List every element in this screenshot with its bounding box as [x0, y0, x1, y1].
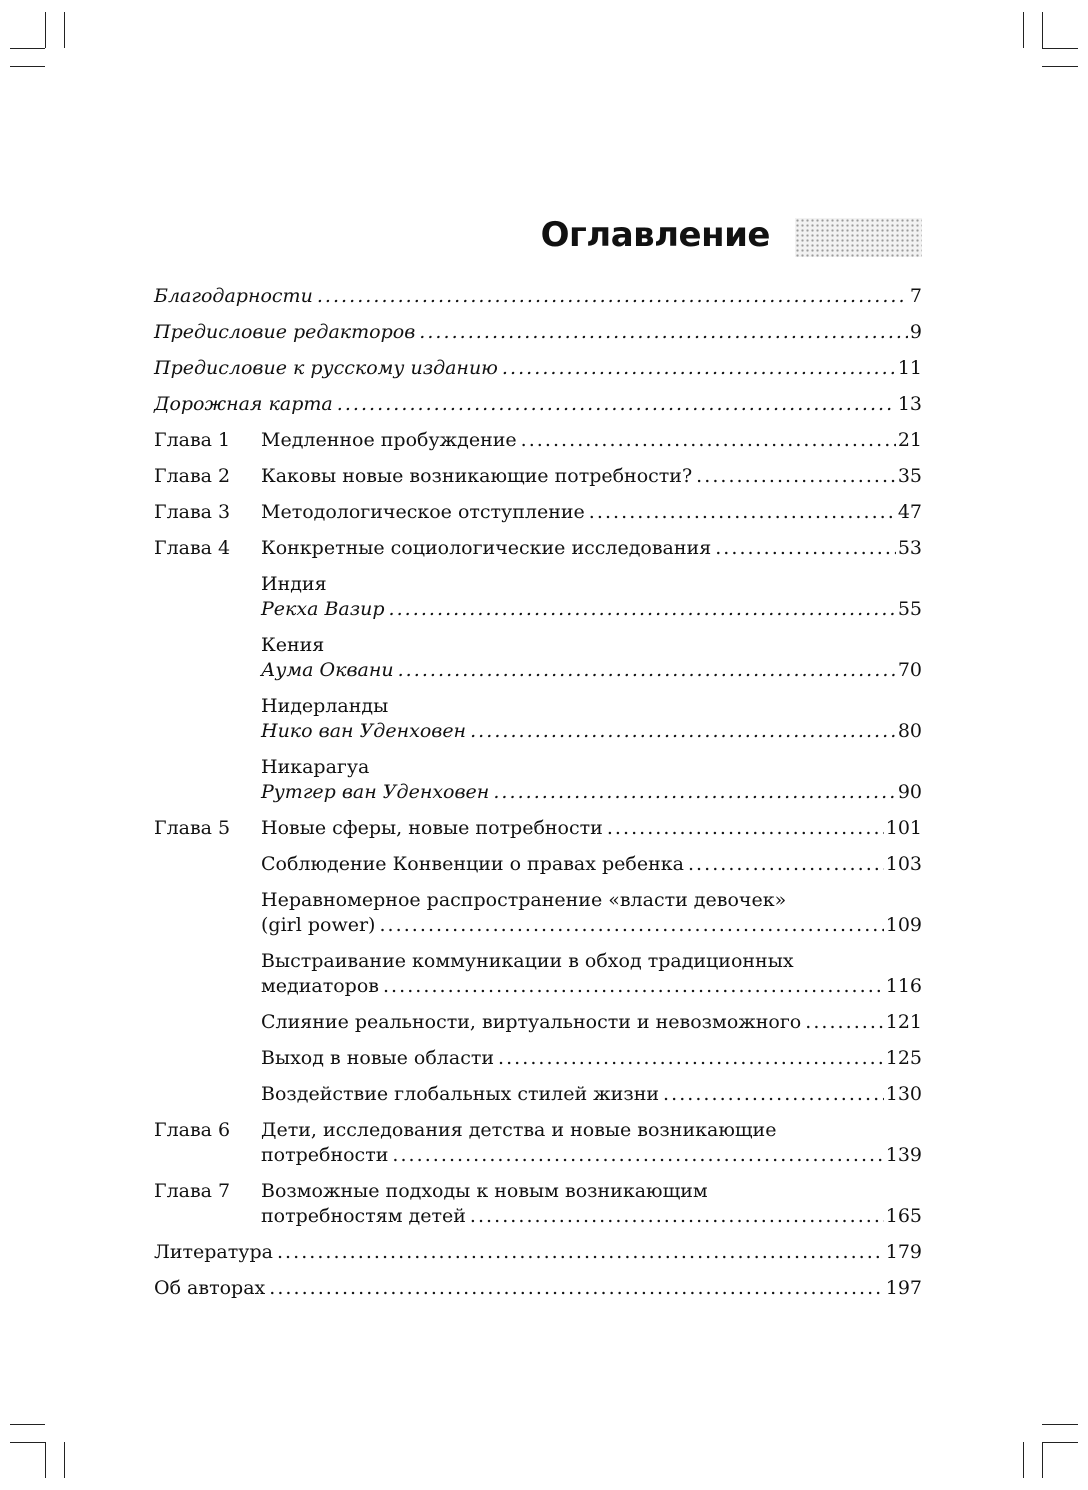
toc-chapter[interactable]	[154, 1118, 922, 1168]
toc-entry[interactable]	[154, 1240, 922, 1265]
page-number: 103	[885, 853, 922, 875]
page-number: 165	[885, 1205, 922, 1227]
section-country: Кения	[261, 634, 325, 656]
entry-title-cont: потребности	[261, 1144, 389, 1166]
chapter-label: Глава 3	[154, 501, 231, 523]
section-author: Нико ван Уденховен	[261, 720, 467, 742]
toc-entry[interactable]	[154, 320, 922, 345]
toc-chapter[interactable]	[154, 464, 922, 489]
toc-entry[interactable]	[154, 284, 922, 309]
toc-entry[interactable]	[154, 356, 922, 381]
toc-chapter[interactable]	[154, 1179, 922, 1229]
crop-mark	[1042, 48, 1078, 49]
page-number: 130	[885, 1083, 922, 1105]
page-number: 116	[885, 975, 922, 997]
crop-mark	[64, 1442, 65, 1478]
section-author: Рутгер ван Уденховен	[261, 781, 490, 803]
chapter-label: Глава 2	[154, 465, 231, 487]
crop-mark	[10, 48, 45, 49]
chapter-label: Глава 4	[154, 537, 231, 559]
toc-section[interactable]	[154, 572, 922, 622]
toc-chapter[interactable]	[154, 428, 922, 453]
entry-title: Дети, исследования детства и новые возникающие	[261, 1119, 777, 1141]
page-number: 53	[897, 537, 922, 559]
decorative-pattern	[795, 218, 922, 257]
section-country: Индия	[261, 573, 327, 595]
entry-title-cont: потребностям детей	[261, 1205, 466, 1227]
toc-section[interactable]	[154, 1010, 922, 1035]
page-number: 47	[897, 501, 922, 523]
crop-mark	[10, 1424, 45, 1425]
entry-title: Предисловие редакторов	[154, 321, 416, 343]
section-title: Выход в новые области	[261, 1047, 495, 1069]
toc-entry[interactable]	[154, 392, 922, 417]
entry-title: Возможные подходы к новым возникающим	[261, 1180, 708, 1202]
toc-chapter[interactable]	[154, 816, 922, 841]
page-number: 197	[885, 1277, 922, 1299]
page-title: Оглавление	[540, 215, 770, 255]
page-number: 125	[885, 1047, 922, 1069]
page-number: 179	[885, 1241, 922, 1263]
page-number: 121	[885, 1011, 922, 1033]
toc-section[interactable]	[154, 888, 922, 938]
section-title: Выстраивание коммуникации в обход традиционных	[261, 950, 794, 972]
section-title: Неравномерное распространение «власти девочек»	[261, 889, 787, 911]
page-number: 7	[909, 285, 922, 307]
section-title-cont: медиаторов	[261, 975, 379, 997]
entry-title: Литература	[154, 1241, 273, 1263]
entry-title: Медленное пробуждение	[261, 429, 517, 451]
chapter-label: Глава 7	[154, 1180, 231, 1202]
page-number: 90	[897, 781, 922, 803]
page-number: 101	[885, 817, 922, 839]
toc-section[interactable]	[154, 1082, 922, 1107]
toc-section[interactable]	[154, 755, 922, 805]
crop-mark	[1042, 1442, 1043, 1478]
entry-title: Предисловие к русскому изданию	[154, 357, 498, 379]
entry-title: Дорожная карта	[154, 393, 333, 415]
entry-title: Каковы новые возникающие потребности?	[261, 465, 693, 487]
page-number: 13	[897, 393, 922, 415]
page-number: 55	[897, 598, 922, 620]
toc-section[interactable]	[154, 852, 922, 877]
chapter-label: Глава 5	[154, 817, 231, 839]
table-of-contents	[154, 282, 922, 1299]
section-country: Никарагуа	[261, 756, 370, 778]
page-number: 80	[897, 720, 922, 742]
page-number: 21	[897, 429, 922, 451]
crop-mark	[1023, 12, 1024, 48]
crop-mark	[1042, 1424, 1078, 1425]
page-number: 9	[909, 321, 922, 343]
entry-title: Новые сферы, новые потребности	[261, 817, 603, 839]
toc-section[interactable]	[154, 1046, 922, 1071]
crop-mark	[45, 12, 46, 48]
crop-mark	[1023, 1442, 1024, 1478]
section-title: Воздействие глобальных стилей жизни	[261, 1083, 660, 1105]
page-number: 109	[885, 914, 922, 936]
page-number: 11	[897, 357, 922, 379]
crop-mark	[64, 12, 65, 48]
crop-mark	[1042, 66, 1078, 67]
crop-mark	[10, 66, 45, 67]
toc-chapter[interactable]	[154, 500, 922, 525]
heading-block	[520, 212, 922, 262]
toc-section[interactable]	[154, 694, 922, 744]
chapter-label: Глава 1	[154, 429, 231, 451]
toc-section[interactable]	[154, 949, 922, 999]
crop-mark	[10, 1442, 45, 1443]
page-number: 35	[897, 465, 922, 487]
page-number: 70	[897, 659, 922, 681]
chapter-label: Глава 6	[154, 1119, 231, 1141]
entry-title: Конкретные социологические исследования	[261, 537, 712, 559]
section-title: Соблюдение Конвенции о правах ребенка	[261, 853, 684, 875]
section-author: Аума Оквани	[261, 659, 394, 681]
crop-mark	[1042, 1442, 1078, 1443]
section-country: Нидерланды	[261, 695, 389, 717]
crop-mark	[1042, 12, 1043, 48]
entry-title: Благодарности	[154, 285, 313, 307]
toc-entry[interactable]	[154, 1276, 922, 1301]
entry-title: Методологическое отступление	[261, 501, 585, 523]
crop-mark	[45, 1442, 46, 1478]
section-title: Слияние реальности, виртуальности и невозможного	[261, 1011, 802, 1033]
section-title-cont: (girl power)	[261, 914, 376, 936]
toc-chapter[interactable]	[154, 536, 922, 561]
entry-title: Об авторах	[154, 1277, 266, 1299]
page-number: 139	[885, 1144, 922, 1166]
toc-section[interactable]	[154, 633, 922, 683]
section-author: Рекха Вазир	[261, 598, 385, 620]
